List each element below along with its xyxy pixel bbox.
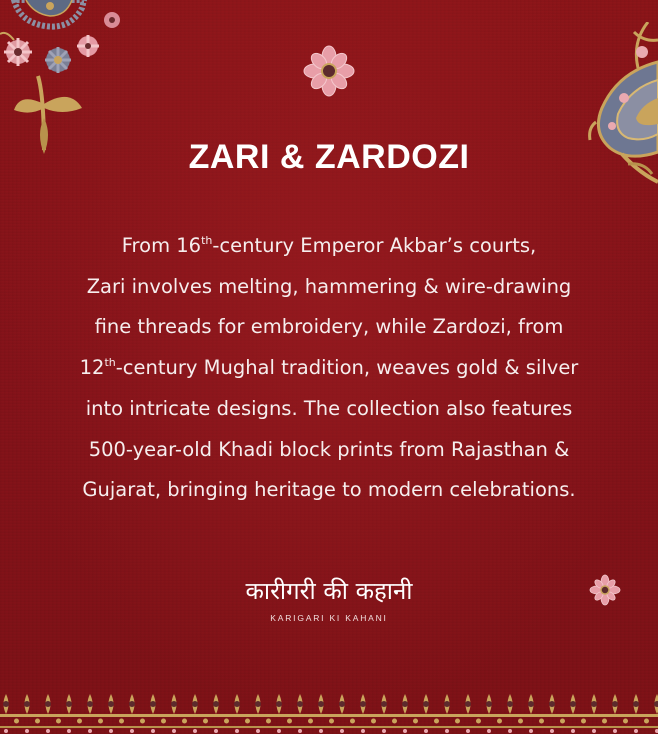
gold-zari-border-icon (0, 684, 658, 734)
border-band (0, 714, 658, 717)
embroidered-floral-motif-icon (0, 0, 130, 160)
description-line-text: Zari involves melting, hammering & wire-drawing (86, 274, 572, 298)
brand-logo-hindi: कारीगरी की कहानी (245, 577, 413, 605)
page-title: ZARI & ZARDOZI (188, 138, 470, 176)
description-line (20, 307, 638, 348)
description-line-text: Gujarat, bringing heritage to modern celebrations. (82, 478, 576, 502)
description-line (20, 470, 638, 511)
description-line-text: -century Emperor Akbar’s courts, (212, 234, 537, 257)
description-line (20, 226, 638, 267)
ordinal-superscript: th (104, 355, 116, 369)
description-line-text: From 16 (121, 234, 202, 257)
description-line (20, 267, 638, 308)
description-line-text: fine threads for embroidery, while Zardozi, from (94, 315, 564, 339)
brand-logo-latin: KARIGARI KI KAHANI (270, 613, 388, 623)
description-line (20, 389, 638, 430)
description-paragraph (20, 226, 638, 511)
description-line (20, 348, 638, 389)
description-line (20, 430, 638, 471)
pink-flower-motif-icon (300, 42, 358, 100)
description-line-text: into intricate designs. The collection also features (85, 396, 573, 420)
border-band (0, 726, 658, 728)
ordinal-superscript: th (201, 233, 213, 247)
description-line-text: 12 (79, 356, 105, 380)
description-line-text: 500-year-old Khadi block prints from Rajasthan & (88, 437, 570, 461)
description-line-text: -century Mughal tradition, weaves gold & silver (115, 356, 579, 380)
